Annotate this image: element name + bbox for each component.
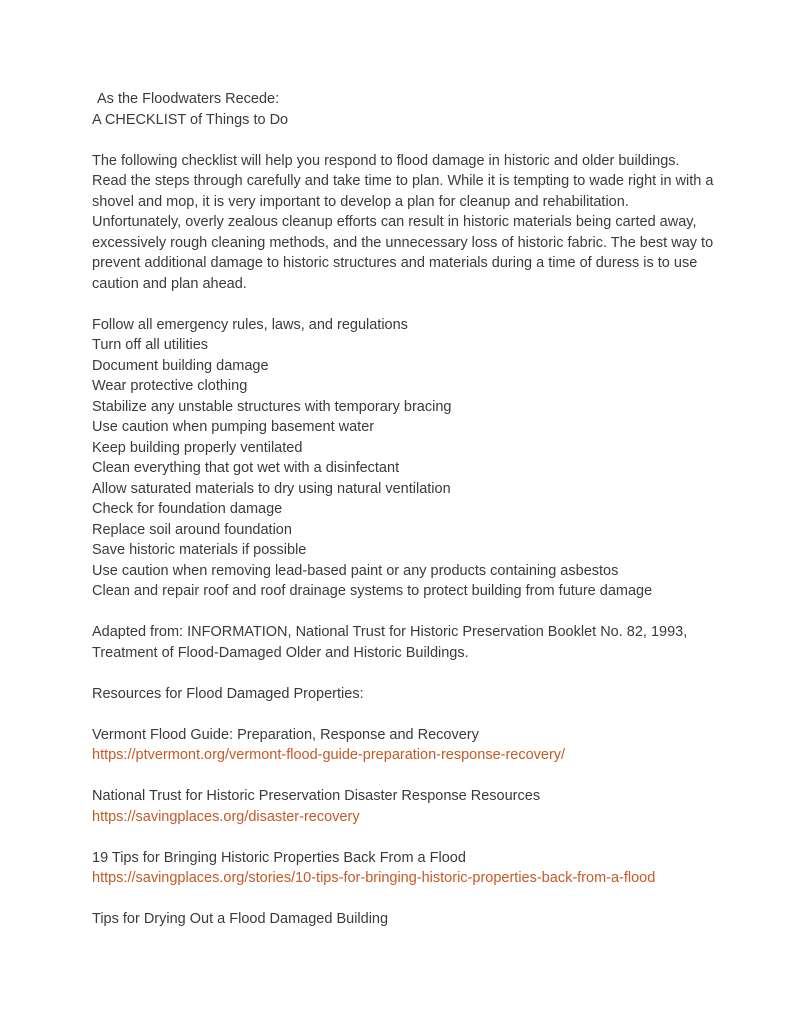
checklist-item: Document building damage xyxy=(92,357,269,374)
checklist-item: Check for foundation damage xyxy=(92,501,283,517)
resource-link[interactable]: https://savingplaces.org/stories/10-tips-for-bringing-historic-properties-back-from-a-flood xyxy=(92,870,656,886)
checklist-item: Follow all emergency rules, laws, and regulations xyxy=(92,316,408,333)
checklist-item: Use caution when pumping basement water xyxy=(92,419,375,435)
resource-label: National Trust for Historic Preservation Disaster Response Resources xyxy=(92,788,541,804)
checklist-item: Turn off all utilities xyxy=(92,337,209,353)
checklist-item: Wear protective clothing xyxy=(92,378,248,394)
checklist-item: Stabilize any unstable structures with temporary bracing xyxy=(92,398,452,415)
resource-label: 19 Tips for Bringing Historic Properties Back From a Flood xyxy=(92,849,466,866)
resource-link[interactable]: https://savingplaces.org/disaster-recovery xyxy=(92,808,360,825)
checklist-item: Clean everything that got wet with a disinfectant xyxy=(92,460,400,476)
resource-label: Vermont Flood Guide: Preparation, Response and Recovery xyxy=(92,726,479,743)
title-line-2: A CHECKLIST of Things to Do xyxy=(92,111,289,128)
resource-label: Tips for Drying Out a Flood Damaged Building xyxy=(92,911,389,927)
checklist-item: Replace soil around foundation xyxy=(92,521,292,538)
resource-entry-drying-out xyxy=(92,909,714,930)
checklist-item: Keep building properly ventilated xyxy=(92,439,303,456)
checklist xyxy=(92,315,714,602)
checklist-item: Use caution when removing lead-based paint or any products containing asbestos xyxy=(92,562,619,579)
resource-entry-vermont-flood-guide xyxy=(92,725,714,766)
title-line-1: As the Floodwaters Recede: xyxy=(97,91,280,107)
resources-heading: Resources for Flood Damaged Properties: xyxy=(92,685,364,702)
intro-paragraph: The following checklist will help you respond to flood damage in historic and older buildings. Read the steps through carefully and take time to plan. While it is tempting to wade right in with a shovel and mop, it is very important to develop a plan for cleanup and rehabilitation. Unfortunately, overly zealous cleanup efforts can result in historic materials being carted away, excessively rough cleaning methods, and the unnecessary loss of historic fabric. The best way to prevent additional damage to historic structures and materials during a time of duress is to use caution and plan ahead. xyxy=(92,152,714,292)
attribution-note: Adapted from: INFORMATION, National Trust for Historic Preservation Booklet No. 82, 1993, Treatment of Flood-Damaged Older and Historic Buildings. xyxy=(92,624,688,661)
resource-entry-national-trust xyxy=(92,786,714,827)
document-title xyxy=(92,89,714,130)
resource-link[interactable]: https://ptvermont.org/vermont-flood-guide-preparation-response-recovery/ xyxy=(92,747,566,763)
checklist-item: Allow saturated materials to dry using natural ventilation xyxy=(92,480,451,497)
checklist-item: Save historic materials if possible xyxy=(92,542,307,558)
checklist-item: Clean and repair roof and roof drainage systems to protect building from future damage xyxy=(92,583,653,599)
resource-entry-19-tips xyxy=(92,848,714,889)
